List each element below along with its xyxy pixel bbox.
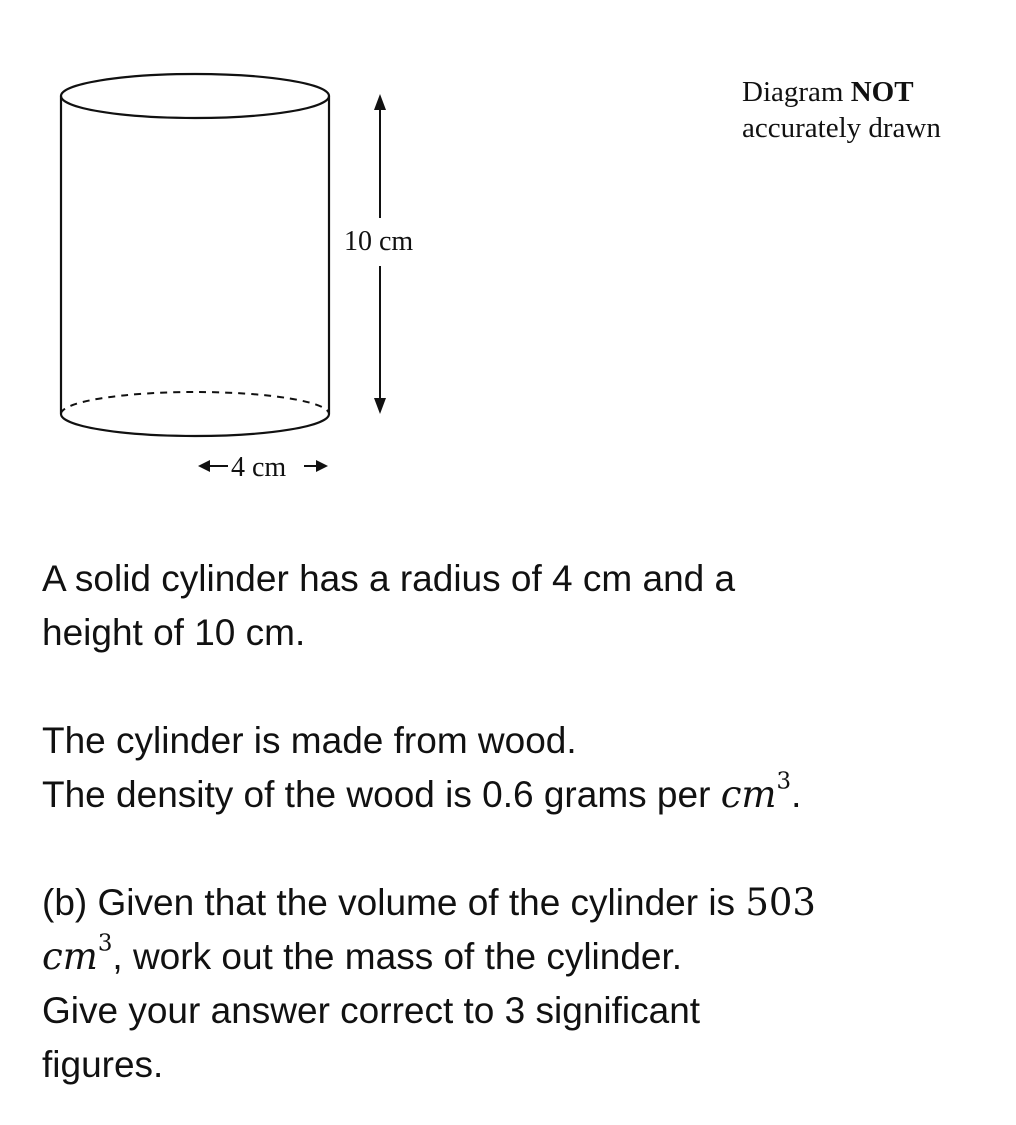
question-part-b: (b) Given that the volume of the cylinder is 503 $cm^3$, work out the mass of the cylinder. — [42, 881, 816, 978]
radius-arrow-right-head-icon — [316, 460, 328, 472]
question-line-2: height of 10 cm. — [42, 612, 306, 653]
cylinder-bottom-hidden-edge — [61, 392, 329, 414]
question-line-1: A solid cylinder has a radius of 4 cm and a — [42, 558, 736, 599]
radius-arrow-left-head-icon — [198, 460, 210, 472]
volume-value: 503 — [745, 881, 816, 924]
diagram-note-emphasis: NOT — [850, 76, 914, 108]
cylinder-bottom-front-edge — [61, 414, 329, 436]
height-label: 10 cm — [344, 226, 414, 257]
question-text — [42, 552, 992, 1092]
cylinder-top — [61, 74, 329, 118]
question-line-7: figures. — [42, 1044, 164, 1085]
radius-label: 4 cm — [231, 452, 287, 483]
density-unit: $cm^3$ — [720, 768, 792, 816]
diagram-note — [742, 74, 941, 146]
height-arrow-down-head-icon — [374, 398, 386, 414]
volume-unit: $cm^3$ — [42, 930, 113, 978]
diagram-note-line1: Diagram NOT — [742, 76, 914, 108]
diagram-note-line2: accurately drawn — [742, 112, 941, 144]
question-line-6: Give your answer correct to 3 significant — [42, 990, 701, 1031]
question-line-3: The cylinder is made from wood. — [42, 720, 577, 761]
question-line-4: The density of the wood is 0.6 grams per $cm^3$. — [42, 768, 802, 816]
height-arrow-up-head-icon — [374, 94, 386, 110]
